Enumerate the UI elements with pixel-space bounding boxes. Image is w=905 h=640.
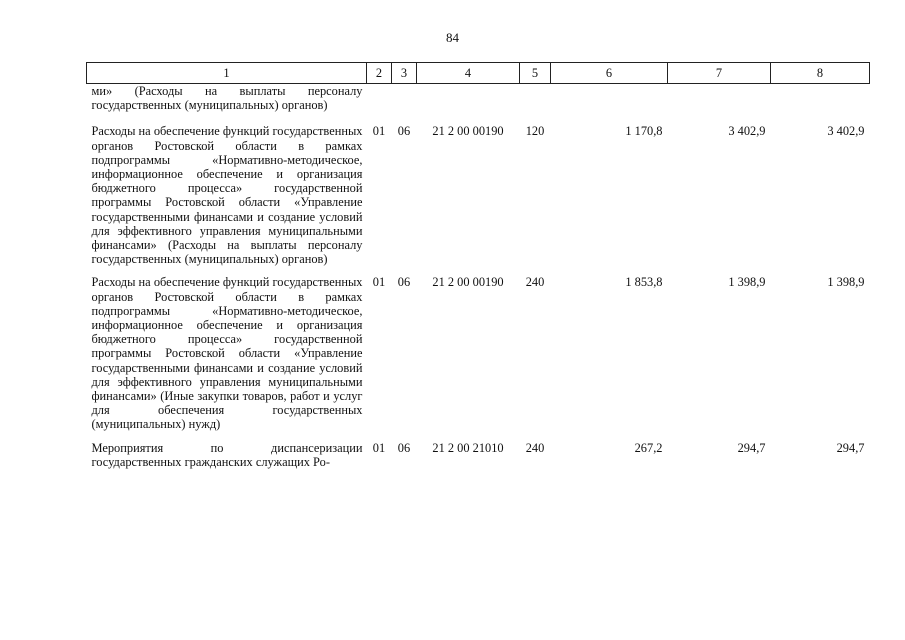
column-header-3: 3	[392, 63, 417, 84]
row-sum-2016: 1 853,8	[625, 275, 663, 290]
table-row	[87, 84, 870, 125]
table-row	[87, 124, 870, 275]
row-description: Расходы на обеспечение функций государственных органов Ростовской области в рамках подпрограммы «Нормативно-методическое, информационное обеспечение и организация бюджетного процесса» государственной программы Ростовской области «Управление государственными финансами и создание условий для эффективного управления муниципальными финансами» (Расходы на выплаты персоналу государственных (муниципальных) органов)	[91, 124, 363, 267]
row-vr: 240	[525, 440, 545, 455]
row-rz: 01	[372, 275, 386, 290]
row-sum-2017: 294,7	[737, 440, 766, 455]
row-pr: 06	[397, 440, 411, 455]
row-description: Расходы на обеспечение функций государственных органов Ростовской области в рамках подпрограммы «Нормативно-методическое, информационное обеспечение и организация бюджетного процесса» государственной программы Ростовской области «Управление государственными финансами и создание условий для эффективного управления муниципальными финансами» (Иные закупки товаров, работ и услуг для обеспечения государственных (муниципальных) нужд)	[91, 275, 363, 432]
row-rz	[367, 84, 392, 125]
row-description: Мероприятия по диспансеризации государственных гражданских служащих Ро-	[91, 440, 363, 469]
row-csr: 21 2 00 21010	[432, 440, 504, 455]
row-pr: 06	[397, 275, 411, 290]
column-header-5: 5	[520, 63, 551, 84]
row-rz: 01	[372, 124, 386, 139]
row-csr: 21 2 00 00190	[432, 124, 504, 139]
table-header-row	[87, 63, 870, 84]
row-sum-2016	[551, 84, 668, 125]
column-header-2: 2	[367, 63, 392, 84]
row-sum-2018	[771, 84, 870, 125]
row-description: ми» (Расходы на выплаты персоналу государственных (муниципальных) органов)	[91, 84, 363, 113]
row-sum-2018: 1 398,9	[827, 275, 865, 290]
column-header-1: 1	[87, 63, 367, 84]
row-sum-2018: 3 402,9	[827, 124, 865, 139]
row-sum-2017: 1 398,9	[728, 275, 766, 290]
column-header-4: 4	[417, 63, 520, 84]
row-sum-2017	[668, 84, 771, 125]
row-rz: 01	[372, 440, 386, 455]
column-header-8: 8	[771, 63, 870, 84]
row-csr	[417, 84, 520, 125]
column-header-6: 6	[551, 63, 668, 84]
row-pr: 06	[397, 124, 411, 139]
row-sum-2018: 294,7	[836, 440, 865, 455]
row-sum-2016: 267,2	[634, 440, 663, 455]
budget-table	[86, 62, 870, 478]
row-vr: 120	[525, 124, 545, 139]
row-csr: 21 2 00 00190	[432, 275, 504, 290]
table-row	[87, 441, 870, 478]
row-pr	[392, 84, 417, 125]
column-header-7: 7	[668, 63, 771, 84]
table-row	[87, 275, 870, 440]
row-vr	[520, 84, 551, 125]
row-sum-2016: 1 170,8	[625, 124, 663, 139]
row-vr: 240	[525, 275, 545, 290]
page-number: 84	[446, 30, 459, 45]
row-sum-2017: 3 402,9	[728, 124, 766, 139]
